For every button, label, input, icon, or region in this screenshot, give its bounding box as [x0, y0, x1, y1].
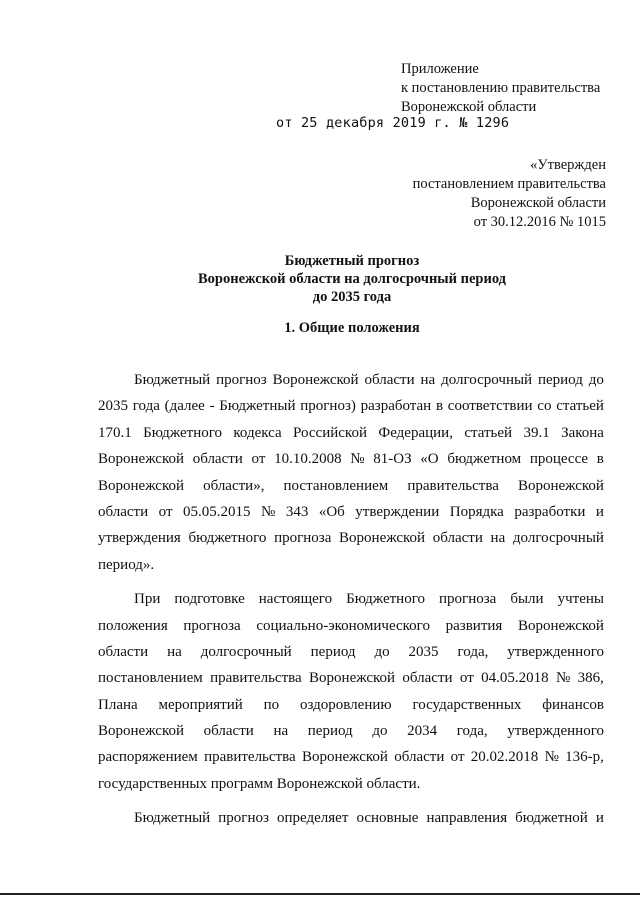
- paragraph-line: При подготовке настоящего Бюджетного прогноза были учтены: [134, 591, 604, 608]
- paragraph: [98, 805, 604, 831]
- title-line-1: Бюджетный прогноз: [284, 253, 420, 269]
- paragraph: [98, 586, 604, 797]
- paragraph-line: Воронежской области от 10.10.2008 № 81-ОЗ «О бюджетном процессе в: [98, 451, 604, 468]
- approval-block: [413, 156, 606, 232]
- approval-line-1: «Утвержден: [530, 157, 606, 173]
- paragraph-line: Воронежской области на период до 2034 года, утвержденного: [98, 723, 604, 740]
- paragraph-line: Бюджетный прогноз Воронежской области на долгосрочный период до: [134, 372, 604, 388]
- section-heading: 1. Общие положения: [284, 320, 420, 336]
- paragraph: [98, 367, 604, 578]
- appendix-block: [401, 60, 600, 117]
- paragraph-line: 2035 года (далее - Бюджетный прогноз) разработан в соответствии со статьей: [98, 398, 604, 415]
- approval-line-3: Воронежской области: [470, 195, 606, 211]
- paragraph-gap: [98, 797, 604, 805]
- title-line-2: Воронежской области на долгосрочный период: [198, 271, 506, 287]
- paragraph-line: утверждения бюджетного прогноза Воронежской области на долгосрочный: [98, 530, 604, 547]
- page-bottom-edge: [0, 893, 640, 895]
- paragraph-line: области от 05.05.2015 № 343 «Об утверждении Порядка разработки и: [98, 503, 604, 520]
- document-body: [98, 367, 604, 832]
- paragraph-line: Воронежской области», постановлением правительства Воронежской: [98, 477, 604, 494]
- appendix-line-3: Воронежской области: [401, 99, 537, 115]
- decree-date-stamp: от 25 декабря 2019 г. № 1296: [276, 115, 510, 131]
- title-line-3: до 2035 года: [312, 289, 392, 305]
- approval-line-4: от 30.12.2016 № 1015: [473, 214, 606, 230]
- paragraph-gap: [98, 578, 604, 586]
- paragraph-line: государственных программ Воронежской области.: [98, 775, 421, 792]
- approval-line-2: постановлением правительства: [412, 176, 606, 192]
- paragraph-line: период».: [98, 556, 155, 573]
- paragraph-line: 170.1 Бюджетного кодекса Российской Федерации, статьей 39.1 Закона: [98, 424, 604, 441]
- appendix-line-1: Приложение: [401, 61, 479, 77]
- paragraph-line: Плана мероприятий по оздоровлению государственных финансов: [98, 696, 604, 713]
- appendix-line-2: к постановлению правительства: [401, 80, 601, 96]
- paragraph-line: области на долгосрочный период до 2035 года, утвержденного: [98, 643, 604, 660]
- paragraph-line: распоряжением правительства Воронежской области от 20.02.2018 № 136-р,: [98, 749, 604, 766]
- paragraph-line: Бюджетный прогноз определяет основные направления бюджетной и: [134, 810, 604, 827]
- document-title: [0, 252, 640, 306]
- paragraph-line: положения прогноза социально-экономического развития Воронежской: [98, 617, 604, 634]
- paragraph-line: постановлением правительства Воронежской области от 04.05.2018 № 386,: [98, 670, 604, 687]
